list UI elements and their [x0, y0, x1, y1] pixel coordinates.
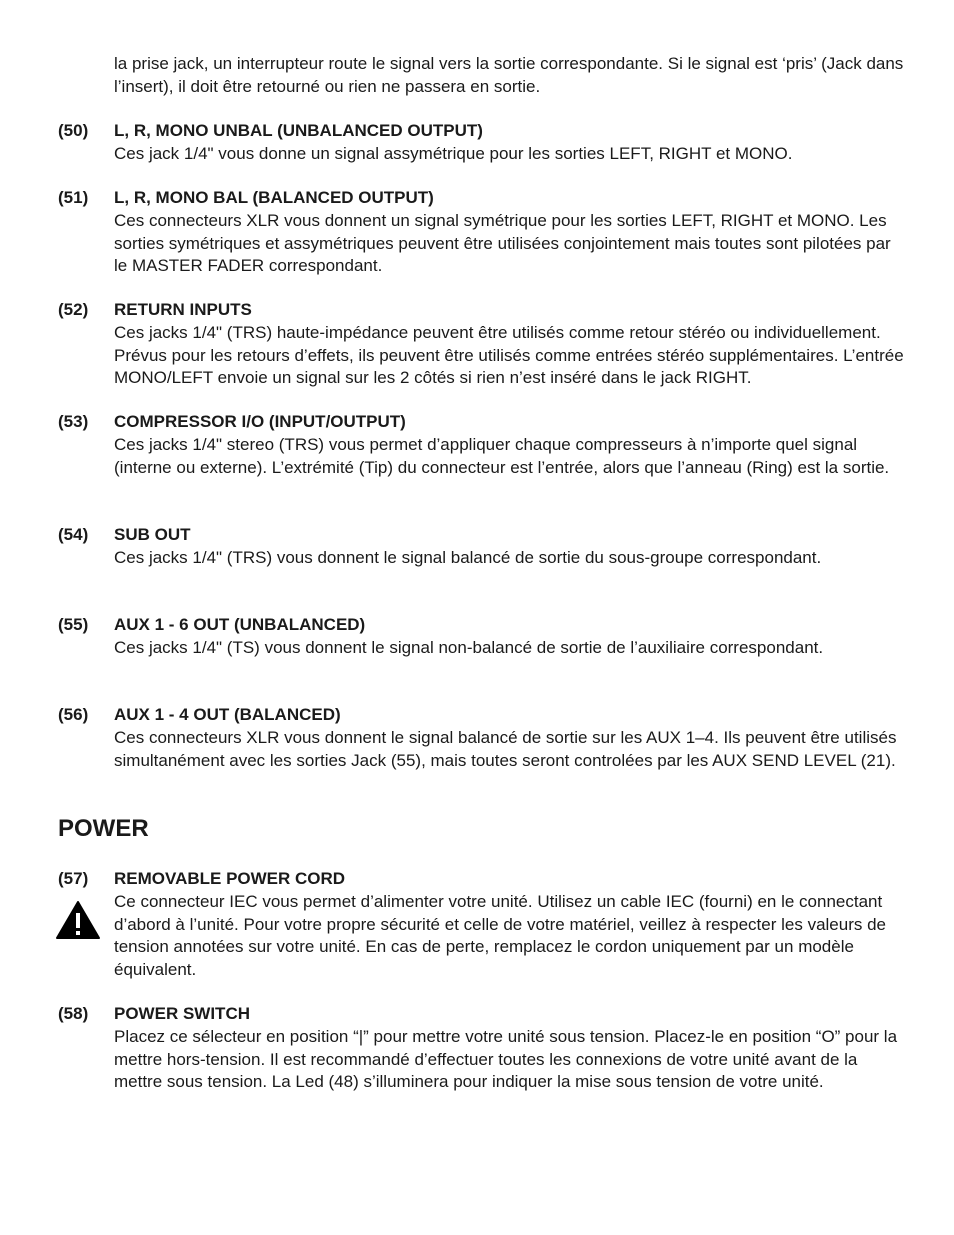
item-55-text: Ces jacks 1/4" (TS) vous donnent le signal non-balancé de sortie de l’auxiliaire correspondant. [114, 638, 824, 657]
item-58-number: (58) [58, 1004, 89, 1023]
item-58-text: Placez ce sélecteur en position “|” pour mettre votre unité sous tension. Placez-le en position “O” pour la mettre hors-tension. Il est recommandé d’effectuer toutes les connexions de votre unité avant de la mettre sous tension. La Led (48) s’illuminera pour indiquer la mise sous tension de votre unité. [114, 1027, 898, 1091]
item-56-number: (56) [58, 705, 89, 724]
item-58-title: POWER SWITCH [114, 1004, 250, 1023]
item-56-title: AUX 1 - 4 OUT (BALANCED) [114, 705, 341, 724]
item-57-number: (57) [58, 869, 89, 888]
item-54-number: (54) [58, 525, 89, 544]
item-54-title: SUB OUT [114, 525, 191, 544]
item-52-number: (52) [58, 300, 89, 319]
item-53-text: Ces jacks 1/4" stereo (TRS) vous permet d’appliquer chaque compresseurs à n’importe quel signal (interne ou externe). L’extrémité (Tip) du connecteur est l’entrée, alors que l’anneau (Ring) est la sortie. [114, 435, 890, 477]
item-55-title: AUX 1 - 6 OUT (UNBALANCED) [114, 615, 366, 634]
intro-text: la prise jack, un interrupteur route le signal vers la sortie correspondante. Si le signal est ‘pris’ (Jack dans l’insert), il doit être retourné ou rien ne passera en sortie. [114, 54, 904, 96]
item-54-text: Ces jacks 1/4" (TRS) vous donnent le signal balancé de sortie du sous-groupe correspondant. [114, 548, 822, 567]
item-50-title: L, R, MONO UNBAL (UNBALANCED OUTPUT) [114, 121, 483, 140]
item-50-number: (50) [58, 121, 89, 140]
item-55-number: (55) [58, 615, 89, 634]
item-53-number: (53) [58, 412, 89, 431]
section-title-power: POWER [58, 815, 149, 842]
item-51-text: Ces connecteurs XLR vous donnent un signal symétrique pour les sorties LEFT, RIGHT et MONO. Les sorties symétriques et assymétriques peuvent être utilisées conjointement mais toutes sont pilotées par le MASTER FADER correspondant. [114, 211, 891, 275]
item-52-text: Ces jacks 1/4" (TRS) haute-impédance peuvent être utilisés comme retour stéréo ou individuellement. Prévus pour les retours d’effets, ils peuvent être utilisés comme entrées stéréo supplémentaires. L’entrée MONO/LEFT envoie un signal sur les 2 côtés si rien n’est inséré dans le jack RIGHT. [114, 323, 904, 387]
item-51-number: (51) [58, 188, 89, 207]
item-50-text: Ces jack 1/4" vous donne un signal assymétrique pour les sorties LEFT, RIGHT et MONO. [114, 144, 793, 163]
item-56-text: Ces connecteurs XLR vous donnent le signal balancé de sortie sur les AUX 1–4. Ils peuvent être utilisés simultanément avec les sorties Jack (55), mais toutes seront controlées par les AUX SEND LEVEL (21). [114, 728, 897, 770]
warning-triangle-icon [55, 900, 101, 940]
item-51-title: L, R, MONO BAL (BALANCED OUTPUT) [114, 188, 434, 207]
item-57-text: Ce connecteur IEC vous permet d’alimenter votre unité. Utilisez un cable IEC (fourni) en le connectant d’abord à l’unité. Pour votre propre sécurité et celle de votre matériel, veillez à respecter les valeurs de tension annotées sur votre unité. En cas de perte, remplacez le cordon uniquement par un modèle équivalent. [114, 892, 886, 979]
item-52-title: RETURN INPUTS [114, 300, 252, 319]
item-57-title: REMOVABLE POWER CORD [114, 869, 346, 888]
item-53-title: COMPRESSOR I/O (INPUT/OUTPUT) [114, 412, 406, 431]
